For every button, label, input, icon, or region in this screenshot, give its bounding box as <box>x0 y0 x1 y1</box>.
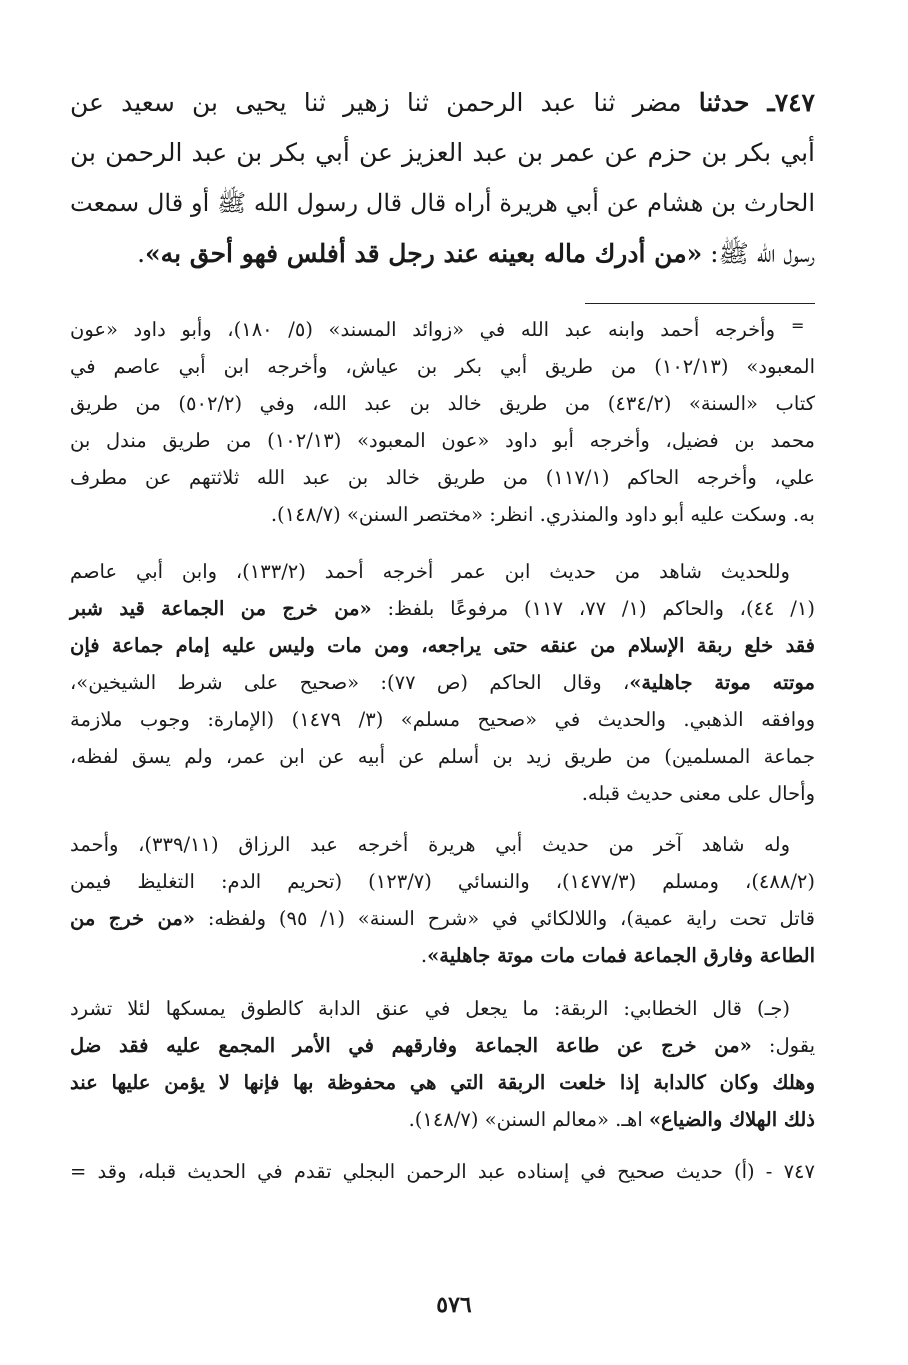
footnote-line-13 <box>70 782 815 805</box>
footnote-line-8 <box>70 597 815 620</box>
footnote-quote: «من خرج من الجماعة قيد شبر <box>70 597 372 620</box>
footnote-line-12 <box>70 745 815 768</box>
footnote-text: (جـ) قال الخطابي: الربقة: ما يجعل في عنق الدابة كالطوق يمسكها لئلا تشرد <box>70 997 790 1020</box>
footnote-text: به. وسكت عليه أبو داود والمنذري. انظر: «مختصر السنن» (١٤٨/٧). <box>270 503 815 526</box>
footnote-text: علي، وأخرجه الحاكم (١١٧/١) من طريق خالد بن عبد الله ثلاثتهم عن مطرف <box>70 466 815 489</box>
footnote-quote: «من خرج من <box>70 907 195 930</box>
main-line-4-text: رسول الله ﷺ: <box>702 239 815 268</box>
footnote-text: ووافقه الذهبي. والحديث في «صحيح مسلم» (٣/ ١٤٧٩) (الإمارة: وجوب ملازمة <box>70 708 815 731</box>
footnote-line-3 <box>70 392 815 415</box>
main-line-4 <box>70 238 815 275</box>
footnote-line-17 <box>70 944 815 967</box>
footnote-line-11 <box>70 708 815 731</box>
footnote-text: وللحديث شاهد من حديث ابن عمر أخرجه أحمد (١٣٣/٢)، وابن أبي عاصم <box>70 560 790 583</box>
hadith-matn: «من أدرك ماله بعينه عند رجل قد أفلس فهو أحق به» <box>145 239 703 268</box>
footnote-text: وأخرجه أحمد وابنه عبد الله في «زوائد المسند» (٥/ ١٨٠)، وأبو داود «عون <box>70 318 775 341</box>
footnote-quote: موتته موتة جاهلية» <box>629 671 815 694</box>
footnote-text: (٤٨٨/٢)، ومسلم (١٤٧٧/٣)، والنسائي (١٢٣/٧) (تحريم الدم: التغليظ فيمن <box>70 870 815 893</box>
main-line-3 <box>70 188 815 223</box>
footnote-text: يقول: <box>751 1034 815 1057</box>
footnote-line-14 <box>70 833 790 856</box>
footnote-text: محمد بن فضيل، وأخرجه أبو داود «عون المعبود» (١٠٢/١٣) من طريق مندل بن <box>70 429 815 452</box>
footnote-quote: فقد خلع ربقة الإسلام من عنقه حتى يراجعه، ومن مات وليس عليه إمام جماعة فإن <box>70 634 815 657</box>
footnote-line-4 <box>70 429 815 452</box>
footnote-divider <box>585 303 815 304</box>
footnote-text: . <box>420 944 428 967</box>
main-line-2-text: أبي بكر بن حزم عن عمر بن عبد العزيز عن أبي بكر بن عبد الرحمن بن <box>70 138 815 167</box>
footnote-text: وأحال على معنى حديث قبله. <box>581 782 815 805</box>
main-line-3-text: الحارث بن هشام عن أبي هريرة أراه قال قال رسول الله ﷺ أو قال سمعت <box>70 189 815 217</box>
footnote-line-9 <box>70 634 815 657</box>
continuation-mark: = <box>791 316 805 335</box>
footnote-line-1 <box>70 318 775 341</box>
hadith-heading: ٧٤٧ـ حدثنا <box>698 88 815 117</box>
footnote-line-21 <box>70 1108 815 1131</box>
footnote-line-6 <box>70 503 815 526</box>
footnote-text: قاتل تحت راية عمية)، واللالكائي في «شرح السنة» (١/ ٩٥) ولفظه: <box>195 907 815 930</box>
footnote-line-7 <box>70 560 790 583</box>
page-number: ٥٧٦ <box>436 1292 472 1318</box>
main-line-2 <box>70 138 815 167</box>
footnote-line-22 <box>70 1160 815 1183</box>
footnote-text: جماعة المسلمين) من طريق زيد بن أسلم عن أبيه عن ابن عمر، ولم يسق لفظه، <box>70 745 815 768</box>
footnote-text: وله شاهد آخر من حديث أبي هريرة أخرجه عبد الرزاق (٣٣٩/١١)، وأحمد <box>70 833 790 856</box>
footnote-line-2 <box>70 355 815 378</box>
footnote-text: (١/ ٤٤)، والحاكم (١/ ٧٧، ١١٧) مرفوعًا بلفظ: <box>371 597 815 620</box>
footnote-text: المعبود» (١٠٢/١٣) من طريق أبي بكر بن عياش، وأخرجه ابن أبي عاصم في <box>70 355 815 378</box>
footnote-quote: «من خرج عن طاعة الجماعة وفارقهم في الأمر المجمع عليه فقد ضل <box>70 1034 752 1057</box>
main-line-1 <box>70 88 815 117</box>
footnote-line-18 <box>70 997 790 1020</box>
footnote-line-16 <box>70 907 815 930</box>
footnote-text: اهـ. «معالم السنن» (١٤٨/٧). <box>408 1108 649 1131</box>
footnote-text: ٧٤٧ - (أ) حديث صحيح في إسناده عبد الرحمن البجلي تقدم في الحديث قبله، وقد = <box>70 1160 815 1183</box>
footnote-quote: الطاعة وفارق الجماعة فمات مات موتة جاهلية» <box>427 944 815 967</box>
footnote-text: ، وقال الحاكم (ص ٧٧): «صحيح على شرط الشيخين»، <box>70 671 630 694</box>
footnote-quote: ذلك الهلاك والضياع» <box>648 1108 815 1131</box>
footnote-line-5 <box>70 466 815 489</box>
footnote-line-19 <box>70 1034 815 1057</box>
main-line-1-text: مضر ثنا عبد الرحمن ثنا زهير ثنا يحيى بن سعيد عن <box>70 88 699 117</box>
footnote-line-10 <box>70 671 815 694</box>
footnote-line-15 <box>70 870 815 893</box>
footnote-text: كتاب «السنة» (٤٣٤/٢) من طريق خالد بن عبد الله، وفي (٥٠٢/٢) من طريق <box>70 392 815 415</box>
main-line-4-end: . <box>137 239 146 268</box>
footnote-quote: وهلك وكان كالدابة إذا خلعت الربقة التي هي محفوظة بها فإنها لا يؤمن عليها عند <box>70 1071 815 1094</box>
footnote-line-20 <box>70 1071 815 1094</box>
